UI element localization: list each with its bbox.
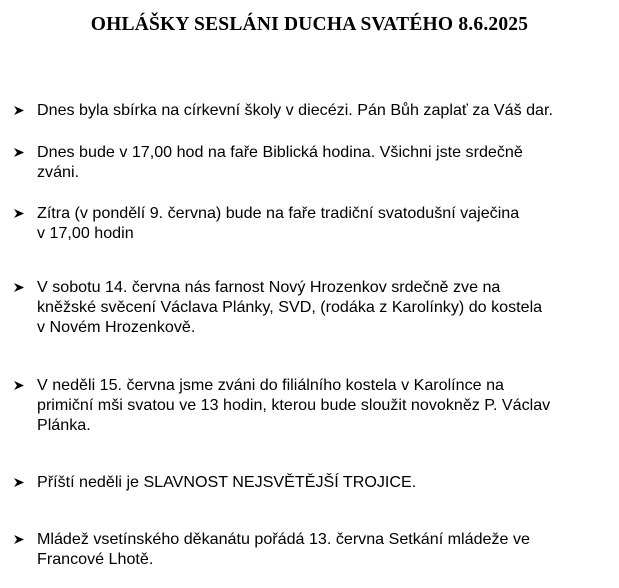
announcement-line: primiční mši svatou ve 13 hodin, kterou bude sloužit novokněz P. Václav bbox=[37, 396, 551, 414]
announcement-item bbox=[14, 142, 614, 182]
arrow-bullet-icon bbox=[14, 381, 24, 390]
announcement-line: Dnes byla sbírka na církevní školy v diecézi. Pán Bůh zaplať za Váš dar. bbox=[37, 101, 553, 119]
announcement-line: v 17,00 hodin bbox=[37, 224, 134, 242]
announcement-text bbox=[37, 142, 614, 182]
announcement-line: Mládež vsetínského děkanátu pořádá 13. června Setkání mládeže ve bbox=[37, 530, 530, 548]
announcement-line: Dnes bude v 17,00 hod na faře Biblická hodina. Všichni jste srdečně bbox=[37, 143, 523, 161]
arrow-bullet-icon bbox=[14, 209, 24, 218]
announcement-line: v Novém Hrozenkově. bbox=[37, 318, 196, 336]
arrow-bullet-icon bbox=[14, 478, 24, 487]
announcement-item bbox=[14, 472, 614, 492]
announcement-item bbox=[14, 529, 614, 569]
announcement-text bbox=[37, 203, 614, 243]
announcement-text bbox=[37, 472, 614, 492]
announcement-line: V neděli 15. června jsme zváni do filiálního kostela v Karolínce na bbox=[37, 376, 504, 394]
arrow-bullet-icon bbox=[14, 535, 24, 544]
announcement-line: V sobotu 14. června nás farnost Nový Hrozenkov srdečně zve na bbox=[37, 278, 501, 296]
arrow-bullet-icon bbox=[14, 148, 24, 157]
announcement-text bbox=[37, 529, 614, 569]
announcement-text bbox=[37, 100, 614, 120]
announcement-line: Příští neděli je SLAVNOST NEJSVĚTĚJŠÍ TROJICE. bbox=[37, 473, 417, 491]
announcement-line: zváni. bbox=[37, 163, 80, 181]
announcement-line: Zítra (v pondělí 9. června) bude na faře tradiční svatodušní vaječina bbox=[37, 204, 520, 222]
announcement-text bbox=[37, 277, 614, 337]
announcement-item bbox=[14, 277, 614, 337]
announcement-item bbox=[14, 100, 614, 120]
announcement-item bbox=[14, 375, 614, 435]
announcement-line: kněžské svěcení Václava Plánky, SVD, (rodáka z Karolínky) do kostela bbox=[37, 298, 543, 316]
announcement-line: Plánka. bbox=[37, 416, 91, 434]
arrow-bullet-icon bbox=[14, 283, 24, 292]
page-title: OHLÁŠKY SESLÁNI DUCHA SVATÉHO 8.6.2025 bbox=[90, 14, 529, 35]
announcement-line: Francové Lhotě. bbox=[37, 550, 154, 568]
announcement-text bbox=[37, 375, 614, 435]
announcement-item bbox=[14, 203, 614, 243]
arrow-bullet-icon bbox=[14, 106, 24, 115]
